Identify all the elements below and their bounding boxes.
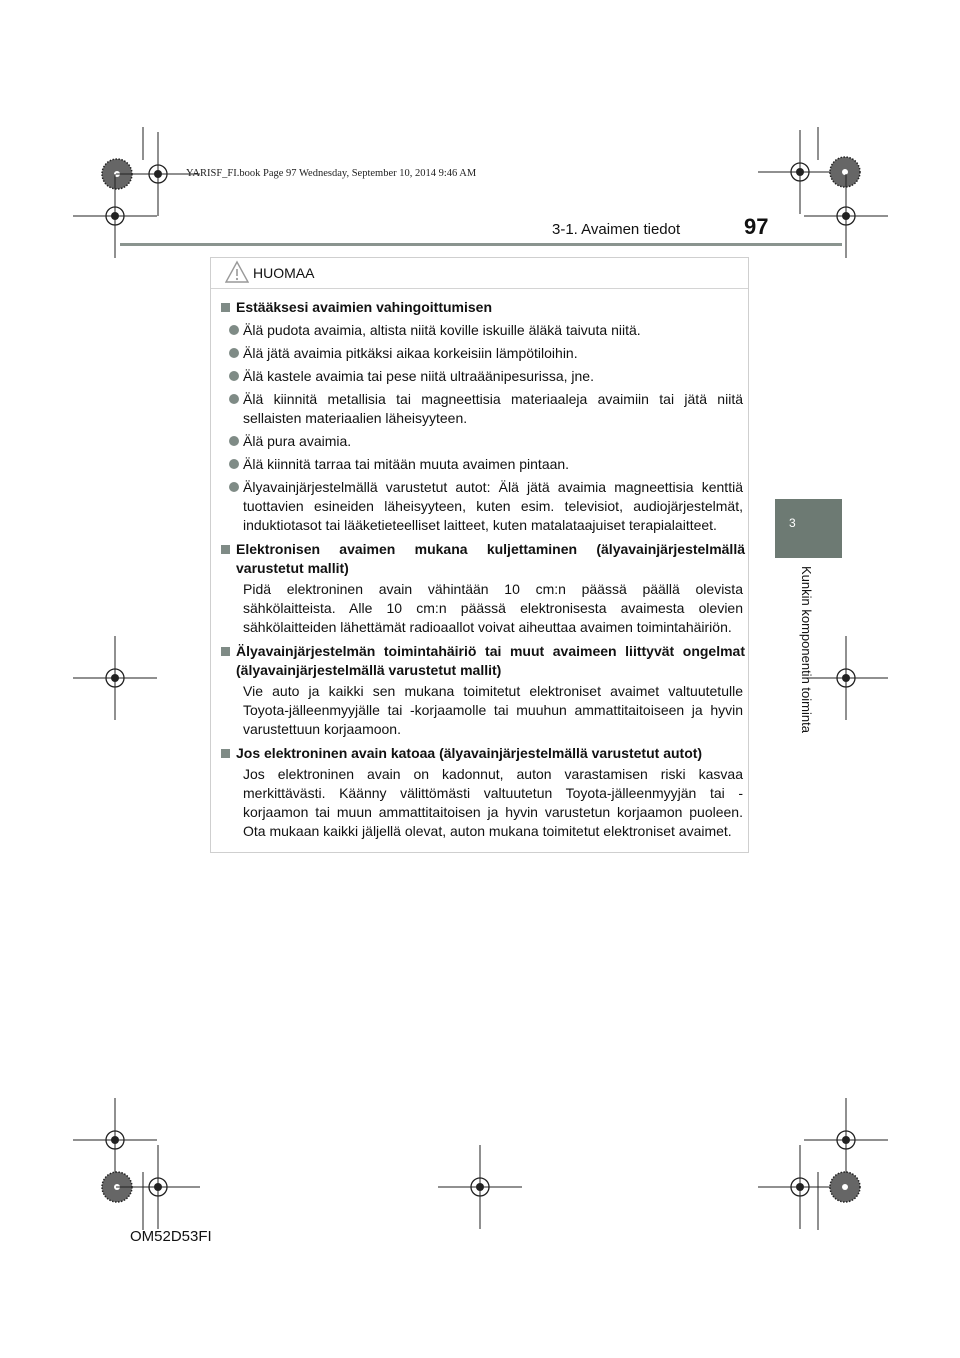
- list-item: Älyavainjärjestelmällä varustetut autot: Älä jätä avaimia magneettisia kenttiä tuottavien esineiden läheisyyteen, kuten esim. televisiot, audiojärjestelmät, induktiotasot tai lääketieteelliset laitteet, kuten matalataajuiset terapialaitteet.: [229, 478, 743, 535]
- chapter-tab: [775, 499, 842, 558]
- list-item: Älä kastele avaimia tai pese niitä ultraäänipesurissa, jne.: [229, 367, 743, 386]
- list-item: Älä pudota avaimia, altista niitä koville iskuille äläkä taivuta niitä.: [229, 321, 743, 340]
- chapter-number: 3: [789, 516, 796, 530]
- caution-content: [211, 298, 750, 841]
- section-heading: Älyavainjärjestelmän toimintahäiriö tai muut avaimeen liittyvät ongelmat (älyavainjärjestelmällä varustetut mallit): [216, 642, 745, 680]
- list-item: Älä pura avaimia.: [229, 432, 743, 451]
- chapter-title: Kunkin komponentin toiminta: [799, 566, 814, 733]
- round-bullet-icon: [229, 459, 239, 469]
- list-item: Älä jätä avaimia pitkäksi aikaa korkeisiin lämpötiloihin.: [229, 344, 743, 363]
- round-bullet-icon: [229, 325, 239, 335]
- model-code: OM52D53FI: [130, 1228, 212, 1245]
- tab-rule: [776, 243, 842, 246]
- square-bullet-icon: [221, 545, 230, 554]
- section-heading: Estääksesi avaimien vahingoittumisen: [216, 298, 745, 317]
- warning-triangle-icon: [225, 260, 249, 284]
- square-bullet-icon: [221, 647, 230, 656]
- square-bullet-icon: [221, 303, 230, 312]
- caution-label: HUOMAA: [253, 265, 315, 281]
- list-item: Älä kiinnitä metallisia tai magneettisia materiaaleja avaimiin tai jätä niitä sellaisten materiaalien läheisyyteen.: [229, 390, 743, 428]
- section-text: Vie auto ja kaikki sen mukana toimitetut elektroniset avaimet valtuutetulle Toyota-jälleenmyyjälle tai -korjaamolle tai muuhun ammattitaitoiseen ja hyvin varustettuun korjaamoon.: [243, 683, 743, 737]
- page-number: 97: [744, 214, 769, 239]
- section-text: Jos elektroninen avain on kadonnut, auton varastamisen riski kasvaa merkittävästi. Käänny välittömästi valtuutetun Toyota-jälleenmyyjän tai -korjaamon tai muun ammattitaitoisen ja hyvin varustetun korjaamon puoleen. Ota mukaan kaikki jäljellä olevat, auton mukana toimitetut elektroniset avaimet.: [243, 766, 743, 839]
- print-info: YARISF_FI.book Page 97 Wednesday, September 10, 2014 9:46 AM: [186, 168, 477, 179]
- square-bullet-icon: [221, 749, 230, 758]
- round-bullet-icon: [229, 436, 239, 446]
- caution-box: [210, 257, 749, 853]
- section-heading: Jos elektroninen avain katoaa (älyavainjärjestelmällä varustetut autot): [216, 744, 745, 763]
- round-bullet-icon: [229, 371, 239, 381]
- header-rule: [120, 243, 776, 246]
- caution-header: [211, 258, 748, 289]
- section-title: 3-1. Avaimen tiedot: [552, 221, 681, 238]
- list-item: Älä kiinnitä tarraa tai mitään muuta avaimen pintaan.: [229, 455, 743, 474]
- section-heading: Elektronisen avaimen mukana kuljettaminen (älyavainjärjestelmällä varustetut mallit): [216, 540, 745, 578]
- section-text: Pidä elektroninen avain vähintään 10 cm:n päässä päällä olevista sähkölaitteista. Alle 10 cm:n päässä elektronisesta avaimesta olevien sähkölaitteiden lähettämät radioaallot voivat aiheuttaa avaimen toimintahäiriön.: [243, 581, 743, 635]
- round-bullet-icon: [229, 348, 239, 358]
- round-bullet-icon: [229, 482, 239, 492]
- round-bullet-icon: [229, 394, 239, 404]
